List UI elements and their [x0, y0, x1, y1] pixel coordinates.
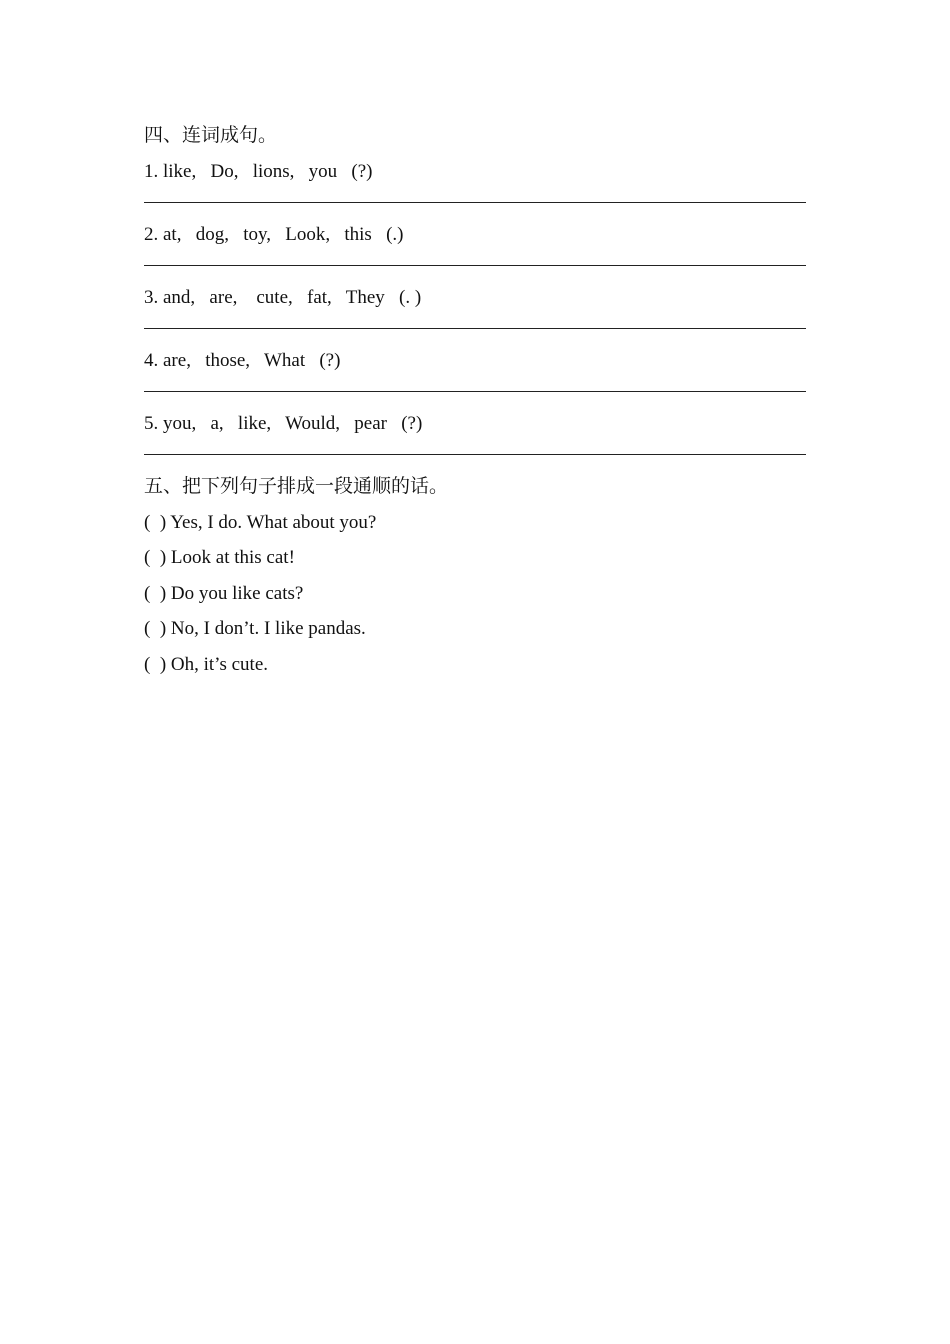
order-item-3: ( ) Do you like cats? — [144, 582, 304, 604]
question-3: 3. and, are, cute, fat, They (. ) — [144, 287, 422, 308]
order-item-5: ( ) Oh, it’s cute. — [144, 653, 269, 675]
answer-line-5 — [144, 453, 806, 455]
answer-line-1 — [144, 201, 806, 203]
order-item-1: ( ) Yes, I do. What about you? — [144, 511, 377, 533]
answer-line-3 — [144, 327, 806, 329]
question-1: 1. like, Do, lions, you (?) — [144, 161, 373, 182]
question-5: 5. you, a, like, Would, pear (?) — [144, 413, 423, 434]
question-4: 4. are, those, What (?) — [144, 350, 341, 371]
order-item-4: ( ) No, I don’t. I like pandas. — [144, 618, 366, 639]
section-five-title: 五、把下列句子排成一段通顺的话。 — [144, 476, 449, 497]
worksheet-page — [144, 122, 806, 678]
answer-line-2 — [144, 264, 806, 266]
section-four-title: 四、连词成句。 — [144, 125, 278, 146]
question-2: 2. at, dog, toy, Look, this (.) — [144, 224, 404, 245]
answer-line-4 — [144, 390, 806, 392]
order-item-2: ( ) Look at this cat! — [144, 547, 295, 568]
